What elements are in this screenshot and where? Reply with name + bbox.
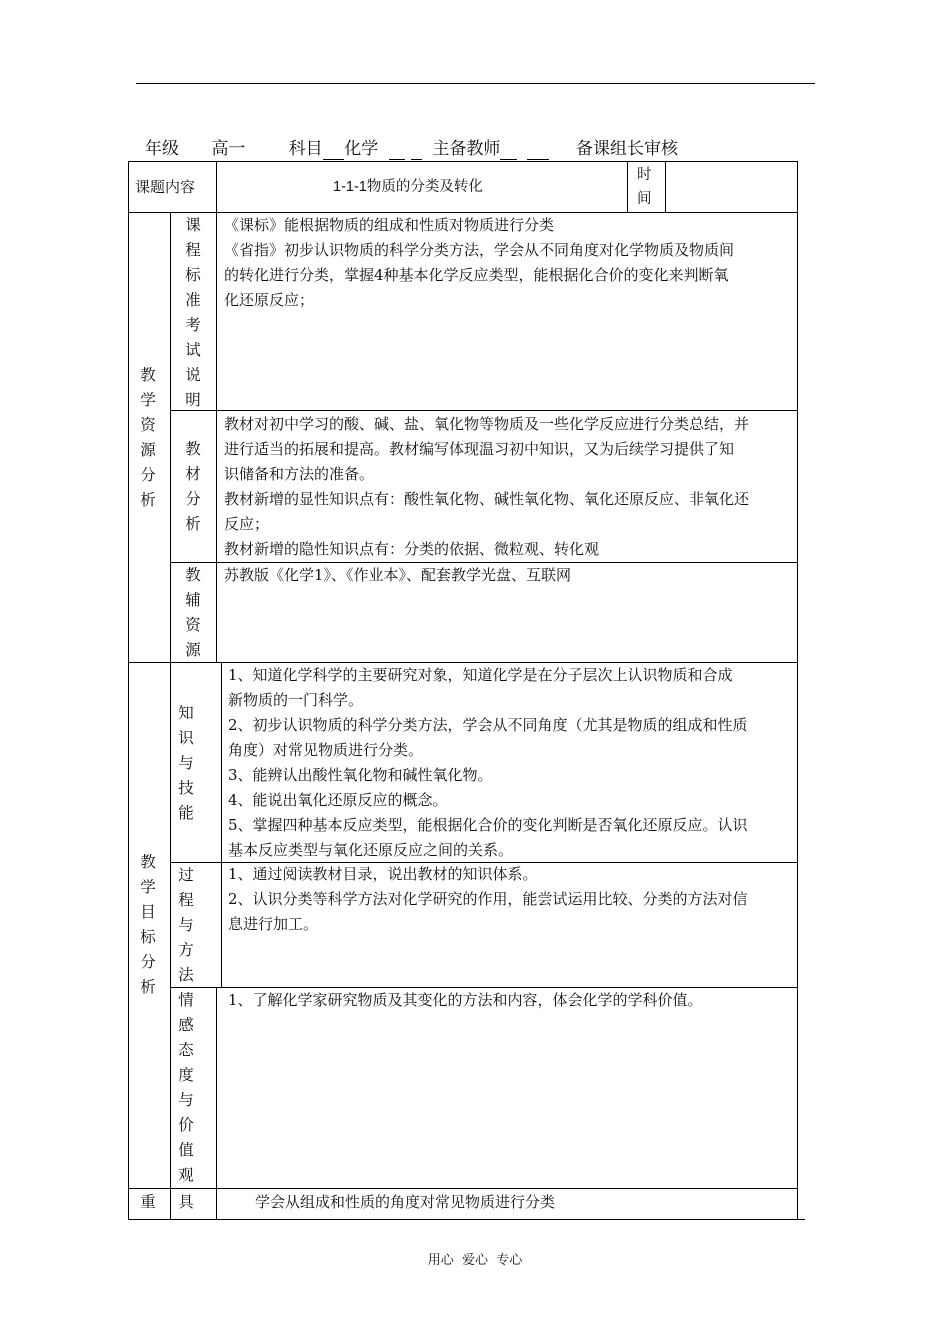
subject-label: 科目 (288, 139, 323, 159)
aids-content (224, 563, 796, 588)
topic-label: 课题内容 (135, 178, 196, 196)
textbook-content (224, 412, 796, 562)
objectives-section-label: 教学目标分析 (140, 853, 156, 996)
attitude-line: 1、了解化学家研究物质及其变化的方法和内容，体会化学的学科价值。 (228, 991, 703, 1009)
knowledge-line: 5、掌握四种基本反应类型，能根据化合价的变化判断是否氧化还原反应。认识 (228, 816, 748, 834)
standards-line: 《省指》初步认识物质的科学分类方法，学会从不同角度对化学物质及物质间 (224, 241, 735, 259)
key-points-text: 学会从组成和性质的角度对常见物质进行分类 (255, 1193, 556, 1211)
process-line: 息进行加工。 (228, 915, 319, 933)
standards-line: 《课标》能根据物质的组成和性质对物质进行分类 (224, 216, 555, 234)
teacher-label: 主备教师 (432, 139, 501, 159)
aids-label: 教辅资源 (185, 566, 201, 659)
process-line: 1、通过阅读教材目录，说出教材的知识体系。 (228, 865, 538, 883)
knowledge-line: 新物质的一门科学。 (228, 691, 364, 709)
knowledge-line: 1、知道化学科学的主要研究对象，知道化学是在分子层次上认识物质和合成 (228, 666, 733, 684)
page-footer: 用心 爱心 专心 (427, 1253, 523, 1268)
key-points-sub-label: 具 (178, 1193, 194, 1211)
standards-line: 的转化进行分类，掌握4种基本化学反应类型，能根据化合价的变化来判断氧 (224, 266, 729, 284)
attitude-content (228, 988, 796, 1013)
knowledge-line: 角度）对常见物质进行分类。 (228, 741, 424, 759)
knowledge-line: 基本反应类型与氧化还原反应之间的关系。 (228, 841, 514, 859)
grade-value: 高一 (211, 139, 246, 159)
aids-line: 苏教版《化学1》、《作业本》、配套教学光盘、互联网 (224, 566, 572, 584)
standards-label: 课程标准考试说明 (185, 216, 201, 409)
knowledge-line: 3、能辨认出酸性氧化物和碱性氧化物。 (228, 766, 493, 784)
standards-content (224, 213, 796, 313)
key-points-label: 重 (140, 1193, 156, 1211)
subject-value: 化学 (344, 139, 379, 159)
process-line: 2、认识分类等科学方法对化学研究的作用，能尝试运用比较、分类的方法对信 (228, 890, 748, 908)
textbook-line: 反应； (224, 515, 270, 533)
process-label: 过程与方法 (178, 866, 194, 984)
time-label: 时间 (637, 167, 652, 207)
knowledge-line: 4、能说出氧化还原反应的概念。 (228, 791, 448, 809)
textbook-line: 教材对初中学习的酸、碱、盐、氧化物等物质及一些化学反应进行分类总结，并 (224, 415, 750, 433)
grade-label: 年级 (145, 139, 179, 159)
topic-value: 1-1-1物质的分类及转化 (333, 179, 483, 195)
textbook-line: 进行适当的拓展和提高。教材编写体现温习初中知识，又为后续学习提供了知 (224, 440, 735, 458)
knowledge-content (228, 663, 796, 863)
resources-section-label: 教学资源分析 (140, 366, 156, 509)
textbook-label: 教材分析 (185, 440, 201, 533)
textbook-line: 识储备和方法的准备。 (224, 465, 375, 483)
knowledge-line: 2、初步认识物质的科学分类方法，学会从不同角度（尤其是物质的组成和性质 (228, 716, 748, 734)
textbook-line: 教材新增的隐性知识点有：分类的依据、微粒观、转化观 (224, 540, 600, 558)
review-label: 备课组长审核 (576, 139, 679, 159)
attitude-label: 情感态度与价值观 (178, 991, 194, 1184)
process-content (228, 862, 796, 937)
textbook-line: 教材新增的显性知识点有：酸性氧化物、碱性氧化物、氧化还原反应、非氧化还 (224, 490, 750, 508)
standards-line: 化还原反应； (224, 291, 315, 309)
knowledge-label: 知识与技能 (178, 704, 194, 822)
